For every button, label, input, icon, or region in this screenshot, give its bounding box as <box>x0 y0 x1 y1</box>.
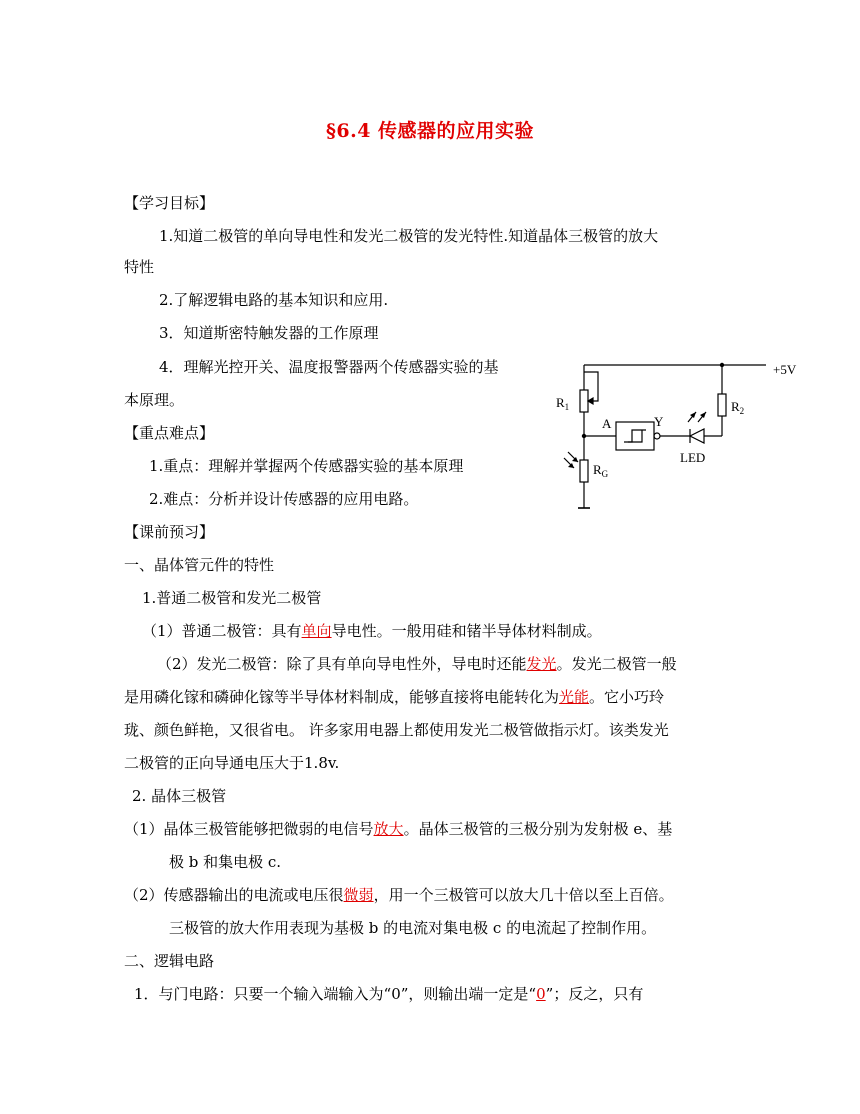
answer-blank: 发光 <box>526 655 557 673</box>
answer-blank: 单向 <box>301 622 332 640</box>
text: （1）普通二极管：具有 <box>142 622 302 640</box>
para-and-gate <box>134 984 643 1004</box>
gate-input-label: A <box>602 416 612 431</box>
para-triode-2-cont: 三极管的放大作用表现为基极 b 的电流对集电极 c 的电流起了控制作用。 <box>169 919 657 937</box>
answer-blank: 微弱 <box>343 886 374 904</box>
goal-3: 3．知道斯密特触发器的工作原理 <box>159 324 379 342</box>
para-led-3: 珑、颜色鲜艳，又很省电。 许多家用电器上都使用发光二极管做指示灯。该类发光 <box>124 721 669 739</box>
goal-4-cont: 本原理。 <box>124 391 185 409</box>
keypoint-1: 1.重点：理解并掌握两个传感器实验的基本原理 <box>149 457 464 475</box>
junction-dot <box>720 363 724 367</box>
light-control-circuit-diagram <box>548 350 808 525</box>
r1-resistor <box>580 390 588 412</box>
text: 。它小巧玲 <box>589 688 665 706</box>
schmitt-trigger-gate <box>616 422 654 450</box>
page-title: §6.4 传感器的应用实验 <box>325 120 535 142</box>
text: 。晶体三极管的三极分别为发射极 e、基 <box>403 820 673 838</box>
subheading-logic: 二、逻辑电路 <box>124 952 215 970</box>
text: （1）晶体三极管能够把微弱的电信号 <box>124 820 374 838</box>
para-led-1 <box>157 654 677 674</box>
para-triode-1 <box>124 819 672 839</box>
r2-resistor <box>718 394 726 416</box>
text: ”；反之，只有 <box>545 985 644 1003</box>
section-heading-goals: 【学习目标】 <box>124 194 215 212</box>
led-label: LED <box>680 450 706 465</box>
text: （2）传感器输出的电流或电压很 <box>124 886 344 904</box>
para-triode-1-cont: 极 b 和集电极 c. <box>169 853 282 871</box>
para-led-4: 二极管的正向导通电压大于1.8v. <box>124 754 340 772</box>
text: 导电性。一般用硅和锗半导体材料制成。 <box>331 622 602 640</box>
para-triode-2 <box>124 885 674 905</box>
section-heading-keypoints: 【重点难点】 <box>124 424 215 442</box>
goal-1: 1.知道二极管的单向导电性和发光二极管的发光特性.知道晶体三极管的放大 <box>159 227 659 245</box>
subheading-transistor-elements: 一、晶体管元件的特性 <box>124 556 275 574</box>
r2-label: $R_2$ <box>731 399 745 416</box>
text: 。发光二极管一般 <box>556 655 677 673</box>
goal-1-cont: 特性 <box>124 258 155 276</box>
text: ，用一个三极管可以放大几十倍以至上百倍。 <box>373 886 674 904</box>
rg-photoresistor <box>580 460 588 482</box>
text: （2）发光二极管：除了具有单向导电性外，导电时还能 <box>157 655 527 673</box>
section-heading-preview: 【课前预习】 <box>124 523 215 541</box>
r1-label: $R_1$ <box>556 395 570 412</box>
vcc-label: +5V <box>773 362 797 377</box>
answer-blank: 0 <box>536 985 546 1003</box>
junction-dot <box>582 434 586 438</box>
gate-output-label: Y <box>654 414 664 429</box>
answer-blank: 光能 <box>559 688 590 706</box>
text: 是用磷化镓和磷砷化镓等半导体材料制成，能够直接将电能转化为 <box>124 688 560 706</box>
led-triangle <box>690 429 704 443</box>
para-led-2 <box>124 687 664 707</box>
goal-2: 2.了解逻辑电路的基本知识和应用. <box>159 291 389 309</box>
keypoint-2: 2.难点：分析并设计传感器的应用电路。 <box>149 490 419 508</box>
text: 1．与门电路：只要一个输入端输入为“0”，则输出端一定是“ <box>134 985 537 1003</box>
subheading-triode: 2. 晶体三极管 <box>132 787 227 805</box>
para-ordinary-diode <box>142 621 602 641</box>
rg-label: $R_G$ <box>593 462 609 479</box>
goal-4: 4．理解光控开关、温度报警器两个传感器实验的基 <box>159 358 499 376</box>
answer-blank: 放大 <box>373 820 404 838</box>
subheading-diodes: 1.普通二极管和发光二极管 <box>142 589 322 607</box>
